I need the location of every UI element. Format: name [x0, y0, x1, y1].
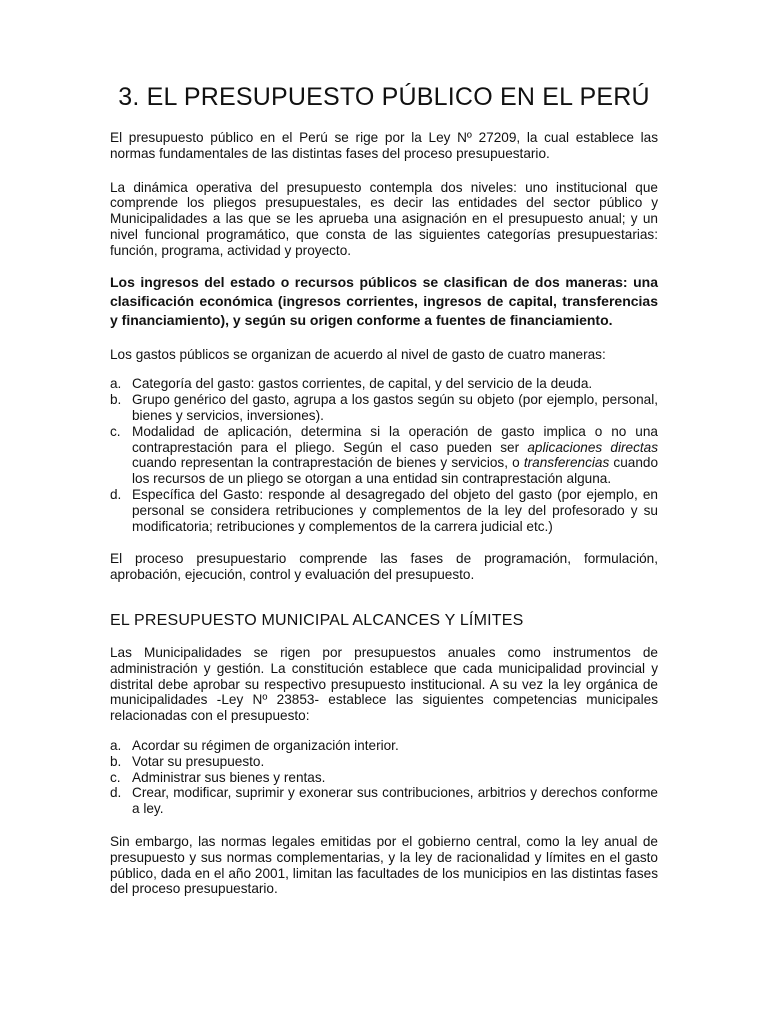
- paragraph-ley-27209: El presupuesto público en el Perú se rige por la Ley Nº 27209, la cual establece las normas fundamentales de las distintas fases del proceso presupuestario.: [110, 130, 658, 161]
- list-item-text: cuando los recursos de un pliego se otorgan a una entidad sin contraprestación alguna.: [132, 455, 659, 487]
- list-item-text: Votar su presupuesto.: [132, 753, 265, 769]
- list-marker: b.: [110, 392, 122, 408]
- list-item: [110, 738, 658, 754]
- paragraph-sin-embargo: Sin embargo, las normas legales emitidas por el gobierno central, como la ley anual de presupuesto y sus normas complementarias, y la ley de racionalidad y límites en el gasto público, dada en el año 2001, limitan las facultades de los municipios en las distintas fases del proceso presupuestario.: [110, 833, 658, 897]
- list-item-text: Específica del Gasto: responde al desagregado del objeto del gasto (por ejemplo, en personal se considera retribuciones y complementos de la ley del profesorado y su modificatoria; retribuciones y complementos de la carrera judicial etc.): [132, 486, 658, 534]
- list-marker: b.: [110, 753, 122, 769]
- list-marker: d.: [110, 486, 122, 502]
- competencias-list: [110, 738, 658, 817]
- list-item: [110, 392, 658, 424]
- list-marker: a.: [110, 376, 122, 392]
- list-marker: c.: [110, 423, 121, 439]
- gastos-list: [110, 376, 658, 534]
- paragraph-ingresos-bold: Los ingresos del estado o recursos públicos se clasifican de dos maneras: una clasificación económica (ingresos corrientes, ingresos de capital, transferencias y financiamiento), y según su origen conforme a fuentes de financiamiento.: [110, 273, 658, 328]
- list-item-text: Administrar sus bienes y rentas.: [132, 769, 326, 785]
- paragraph-gastos-intro: Los gastos públicos se organizan de acuerdo al nivel de gasto de cuatro maneras:: [110, 346, 606, 362]
- list-item: [110, 754, 658, 770]
- italic-term-transferencias: transferencias: [523, 455, 610, 471]
- list-marker: d.: [110, 785, 122, 801]
- italic-term-aplicaciones-directas: aplicaciones directas: [527, 439, 659, 455]
- list-item: [110, 376, 658, 392]
- paragraph-dinamica-operativa: La dinámica operativa del presupuesto contempla dos niveles: uno institucional que comprende los pliegos presupuestales, es decir las entidades del sector público y Municipalidades a las que se les aprueba una asignación en el presupuesto anual; y un nivel funcional programático, que consta de las siguientes categorías presupuestarias: función, programa, actividad y proyecto.: [110, 179, 658, 258]
- list-item-text: Modalidad de aplicación, determina si la operación de gasto implica o no una contraprestación para el pliego. Según el caso pueden ser: [132, 423, 658, 455]
- list-item: [110, 487, 658, 534]
- list-item-text: Acordar su régimen de organización interior.: [132, 737, 399, 753]
- list-marker: a.: [110, 737, 122, 753]
- list-item-text: Categoría del gasto: gastos corrientes, de capital, y del servicio de la deuda.: [132, 376, 593, 392]
- list-item-text: cuando representan la contraprestación de bienes y servicios, o: [132, 455, 524, 471]
- paragraph-municipalidades: Las Municipalidades se rigen por presupuestos anuales como instrumentos de administración y gestión. La constitución establece que cada municipalidad provincial y distrital debe aprobar su respectivo presupuesto institucional. A su vez la ley orgánica de municipalidades -Ley Nº 23853- establece las siguientes competencias municipales relacionadas con el presupuesto:: [110, 644, 658, 724]
- list-item: [110, 770, 658, 786]
- list-item: [110, 785, 658, 817]
- page-title: 3. EL PRESUPUESTO PÚBLICO EN EL PERÚ: [118, 83, 650, 111]
- section-heading-presupuesto-municipal: EL PRESUPUESTO MUNICIPAL ALCANCES Y LÍMITES: [110, 611, 524, 629]
- list-marker: c.: [110, 769, 121, 785]
- list-item: [110, 424, 658, 487]
- list-item-text: Crear, modificar, suprimir y exonerar sus contribuciones, arbitrios y derechos conforme a ley.: [132, 785, 658, 817]
- list-item-text: Grupo genérico del gasto, agrupa a los gastos según su objeto (por ejemplo, personal, bienes y servicios, inversiones).: [132, 392, 658, 423]
- paragraph-proceso-presupuestario: El proceso presupuestario comprende las fases de programación, formulación, aprobación, ejecución, control y evaluación del presupuesto.: [110, 551, 658, 583]
